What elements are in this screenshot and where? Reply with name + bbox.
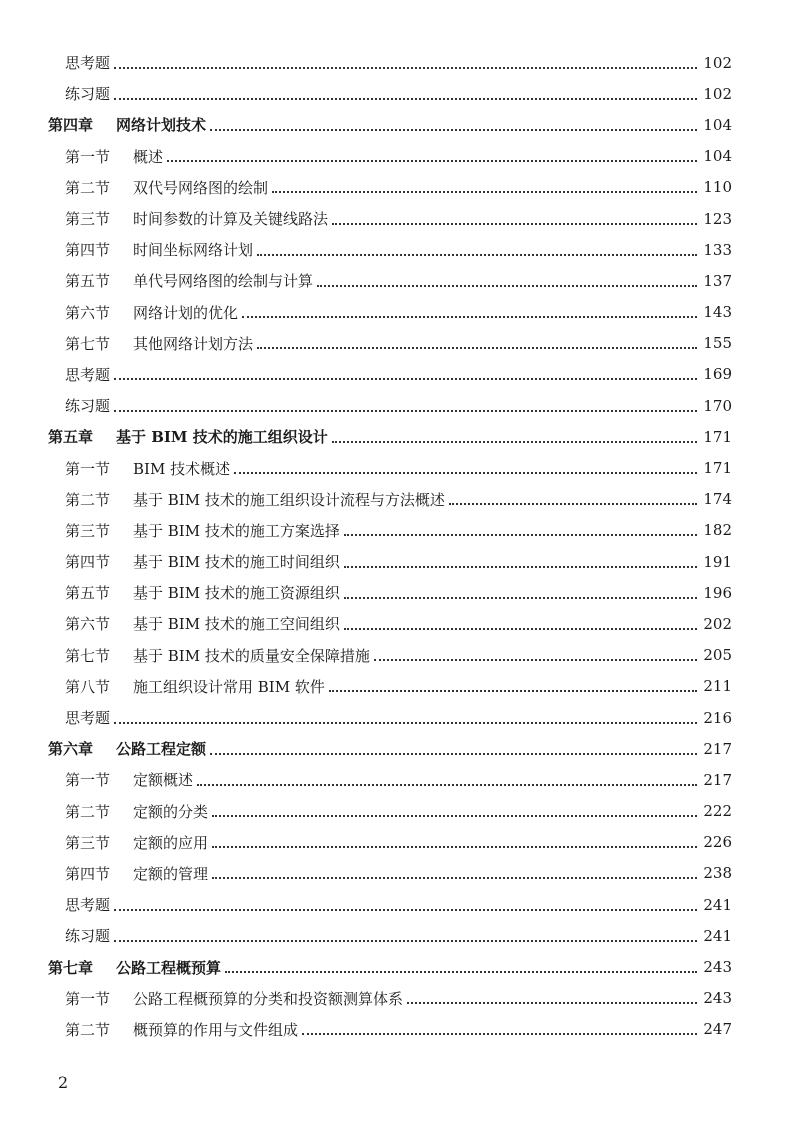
toc-section-entry[interactable]: [0, 390, 790, 421]
toc-entry-title: BIM 技术概述: [133, 459, 231, 478]
toc-entry-title: 网络计划的优化: [133, 303, 239, 322]
toc-entry-page: 211: [703, 677, 732, 696]
toc-section-entry[interactable]: [0, 515, 790, 546]
dot-leader: [114, 410, 697, 412]
toc-entry-title: 思考题: [65, 896, 111, 915]
toc-entry-title: 公路工程概预算: [116, 958, 222, 977]
toc-entry-number: 第三节: [65, 833, 111, 852]
toc-entry-title: 基于 BIM 技术的施工时间组织: [133, 553, 340, 572]
toc-section-entry[interactable]: [0, 1014, 790, 1045]
toc-entry-title: 练习题: [65, 397, 111, 416]
toc-entry-title: 思考题: [65, 365, 111, 384]
toc-chapter-entry[interactable]: [0, 109, 790, 140]
toc-entry-number: 第四章: [48, 116, 94, 135]
toc-entry-number: 第二节: [65, 490, 111, 509]
toc-entry-page: 174: [703, 490, 732, 509]
toc-entry-page: 137: [703, 271, 732, 290]
toc-entry-number: 第一节: [65, 459, 111, 478]
toc-entry-title: 定额概述: [133, 771, 194, 790]
toc-entry-number: 第七节: [65, 646, 111, 665]
toc-entry-number: 第一节: [65, 989, 111, 1008]
dot-leader: [257, 254, 697, 256]
toc-entry-page: 123: [703, 209, 732, 228]
toc-entry-number: 第一节: [65, 771, 111, 790]
toc-entry-page: 241: [703, 895, 732, 914]
dot-leader: [212, 877, 697, 879]
dot-leader: [114, 67, 697, 69]
toc-section-entry[interactable]: [0, 47, 790, 78]
toc-section-entry[interactable]: [0, 983, 790, 1014]
toc-entry-number: 第四节: [65, 553, 111, 572]
dot-leader: [329, 690, 698, 692]
toc-entry-page: 226: [703, 833, 732, 852]
dot-leader: [242, 316, 697, 318]
toc-entry-title: 基于 BIM 技术的施工组织设计: [116, 428, 328, 447]
dot-leader: [449, 503, 698, 505]
toc-entry-page: 243: [703, 989, 732, 1008]
toc-section-entry[interactable]: [0, 796, 790, 827]
toc-section-entry[interactable]: [0, 546, 790, 577]
toc-entry-number: 第八节: [65, 677, 111, 696]
toc-entry-page: 143: [703, 303, 732, 322]
toc-entry-page: 238: [703, 864, 732, 883]
dot-leader: [257, 347, 697, 349]
dot-leader: [332, 223, 697, 225]
toc-section-entry[interactable]: [0, 920, 790, 951]
dot-leader: [374, 659, 698, 661]
toc-section-entry[interactable]: [0, 608, 790, 639]
toc-section-entry[interactable]: [0, 172, 790, 203]
toc-entry-title: 概预算的作用与文件组成: [133, 1020, 299, 1039]
dot-leader: [114, 722, 697, 724]
dot-leader: [210, 753, 697, 755]
dot-leader: [212, 815, 697, 817]
toc-entry-page: 104: [703, 115, 732, 134]
toc-entry-title: 公路工程定额: [116, 740, 207, 759]
toc-entry-title: 练习题: [65, 927, 111, 946]
toc-entry-title: 基于 BIM 技术的施工空间组织: [133, 615, 340, 634]
toc-entry-page: 243: [703, 958, 732, 977]
toc-section-entry[interactable]: [0, 328, 790, 359]
toc-entry-page: 169: [703, 365, 732, 384]
toc-section-entry[interactable]: [0, 234, 790, 265]
toc-entry-number: 第七章: [48, 958, 94, 977]
page-number: 2: [58, 1073, 69, 1092]
dot-leader: [302, 1033, 697, 1035]
dot-leader: [114, 98, 697, 100]
toc-entry-number: 第五节: [65, 272, 111, 291]
toc-entry-page: 133: [703, 240, 732, 259]
toc-entry-page: 217: [703, 739, 732, 758]
toc-entry-page: 191: [703, 552, 732, 571]
toc-entry-number: 第三节: [65, 210, 111, 229]
toc-entry-title: 施工组织设计常用 BIM 软件: [133, 677, 325, 696]
toc-entry-page: 110: [703, 178, 732, 197]
toc-entry-number: 第五章: [48, 428, 94, 447]
table-of-contents: [0, 47, 790, 1045]
toc-entry-title: 网络计划技术: [116, 116, 207, 135]
toc-entry-title: 概述: [133, 147, 164, 166]
toc-section-entry[interactable]: [0, 297, 790, 328]
dot-leader: [317, 285, 697, 287]
dot-leader: [344, 597, 698, 599]
toc-entry-page: 171: [703, 427, 732, 446]
toc-section-entry[interactable]: [0, 702, 790, 733]
toc-entry-page: 202: [703, 614, 732, 633]
dot-leader: [272, 191, 697, 193]
toc-chapter-entry[interactable]: [0, 951, 790, 982]
toc-entry-title: 单代号网络图的绘制与计算: [133, 272, 314, 291]
toc-section-entry[interactable]: [0, 203, 790, 234]
toc-section-entry[interactable]: [0, 764, 790, 795]
toc-entry-page: 104: [703, 147, 732, 166]
toc-entry-number: 第六节: [65, 303, 111, 322]
toc-entry-page: 102: [703, 53, 732, 72]
dot-leader: [344, 534, 698, 536]
toc-entry-number: 第二节: [65, 802, 111, 821]
toc-section-entry[interactable]: [0, 265, 790, 296]
toc-entry-title: 基于 BIM 技术的施工组织设计流程与方法概述: [133, 490, 445, 509]
toc-entry-number: 第二节: [65, 1020, 111, 1039]
dot-leader: [210, 129, 697, 131]
toc-entry-page: 241: [703, 926, 732, 945]
toc-entry-title: 双代号网络图的绘制: [133, 178, 269, 197]
toc-entry-number: 第一节: [65, 147, 111, 166]
toc-entry-number: 第六章: [48, 740, 94, 759]
toc-entry-page: 222: [703, 802, 732, 821]
toc-entry-page: 217: [703, 770, 732, 789]
dot-leader: [344, 628, 698, 630]
toc-entry-number: 第七节: [65, 334, 111, 353]
toc-entry-number: 第四节: [65, 241, 111, 260]
toc-chapter-entry[interactable]: [0, 733, 790, 764]
dot-leader: [225, 971, 697, 973]
toc-section-entry[interactable]: [0, 640, 790, 671]
toc-entry-title: 基于 BIM 技术的施工资源组织: [133, 584, 340, 603]
toc-entry-page: 216: [703, 708, 732, 727]
toc-entry-title: 时间参数的计算及关键线路法: [133, 210, 329, 229]
toc-entry-page: 247: [703, 1020, 732, 1039]
dot-leader: [114, 378, 697, 380]
dot-leader: [197, 784, 697, 786]
toc-entry-title: 思考题: [65, 709, 111, 728]
dot-leader: [114, 940, 697, 942]
dot-leader: [407, 1002, 697, 1004]
toc-entry-title: 定额的应用: [133, 833, 209, 852]
toc-entry-title: 基于 BIM 技术的质量安全保障措施: [133, 646, 370, 665]
toc-entry-title: 定额的分类: [133, 802, 209, 821]
toc-entry-page: 155: [703, 334, 732, 353]
toc-section-entry[interactable]: [0, 484, 790, 515]
toc-entry-page: 170: [703, 396, 732, 415]
dot-leader: [332, 441, 698, 443]
toc-entry-title: 时间坐标网络计划: [133, 241, 254, 260]
toc-entry-number: 第二节: [65, 178, 111, 197]
toc-entry-title: 定额的管理: [133, 864, 209, 883]
toc-entry-number: 第四节: [65, 864, 111, 883]
dot-leader: [212, 846, 697, 848]
toc-entry-title: 其他网络计划方法: [133, 334, 254, 353]
dot-leader: [167, 160, 697, 162]
toc-entry-title: 公路工程概预算的分类和投资额测算体系: [133, 989, 404, 1008]
toc-entry-title: 基于 BIM 技术的施工方案选择: [133, 521, 340, 540]
toc-section-entry[interactable]: [0, 671, 790, 702]
toc-section-entry[interactable]: [0, 359, 790, 390]
toc-section-entry[interactable]: [0, 78, 790, 109]
toc-entry-number: 第六节: [65, 615, 111, 634]
toc-section-entry[interactable]: [0, 858, 790, 889]
toc-entry-page: 182: [703, 521, 732, 540]
toc-entry-title: 练习题: [65, 85, 111, 104]
toc-chapter-entry[interactable]: [0, 421, 790, 452]
toc-entry-page: 196: [703, 583, 732, 602]
dot-leader: [114, 909, 697, 911]
toc-entry-number: 第五节: [65, 584, 111, 603]
toc-entry-page: 205: [703, 646, 732, 665]
toc-entry-title: 思考题: [65, 54, 111, 73]
toc-section-entry[interactable]: [0, 577, 790, 608]
toc-entry-number: 第三节: [65, 521, 111, 540]
dot-leader: [234, 472, 697, 474]
toc-section-entry[interactable]: [0, 141, 790, 172]
dot-leader: [344, 566, 698, 568]
toc-section-entry[interactable]: [0, 452, 790, 483]
toc-entry-page: 171: [703, 459, 732, 478]
toc-section-entry[interactable]: [0, 827, 790, 858]
toc-entry-page: 102: [703, 84, 732, 103]
toc-section-entry[interactable]: [0, 889, 790, 920]
